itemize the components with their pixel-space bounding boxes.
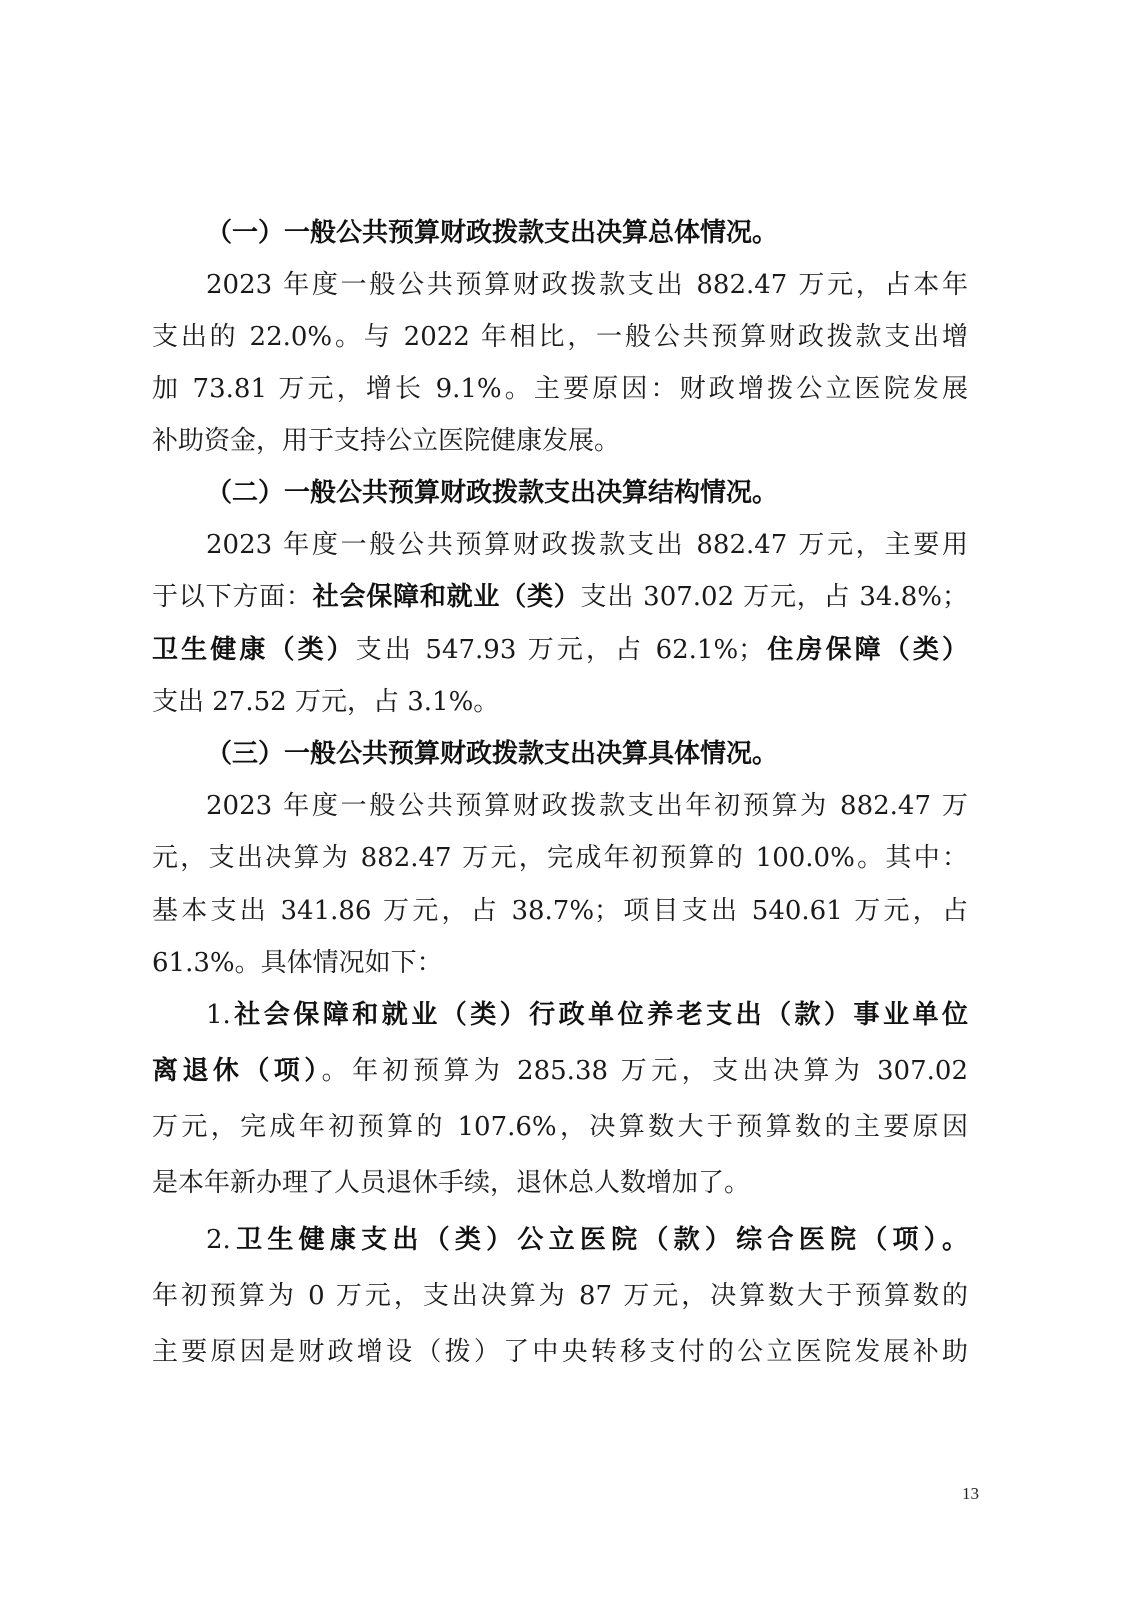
item-title: 离退休（项）	[152, 1056, 322, 1086]
category-social-security: 社会保障和就业（类）	[312, 582, 581, 612]
paragraph-line: 2023 年度一般公共预算财政拨款支出 882.47 万元，占本年	[206, 270, 968, 300]
item-2-title	[206, 1220, 968, 1260]
item-number: 1.	[206, 1000, 231, 1030]
paragraph-line: 年初预算为 0 万元，支出决算为 87 万元，决算数大于预算数的	[152, 1281, 968, 1311]
item-title: 社会保障和就业（类）行政单位养老支出（款）事业单位	[230, 1000, 968, 1030]
text-span: 于以下方面：	[152, 582, 313, 612]
paragraph-line	[152, 630, 968, 670]
item-title: 卫生健康支出（类）公立医院（款）综合医院（项）。	[230, 1225, 968, 1255]
section-heading-3: （三）一般公共预算财政拨款支出决算具体情况。	[206, 739, 779, 769]
paragraph-line: 支出的 22.0%。与 2022 年相比，一般公共预算财政拨款支出增	[152, 322, 968, 352]
paragraph-line	[152, 1051, 968, 1091]
category-health: 卫生健康（类）	[152, 635, 356, 665]
paragraph-line: 61.3%。具体情况如下：	[152, 948, 443, 978]
item-1-title	[206, 995, 968, 1035]
paragraph-line: 2023 年度一般公共预算财政拨款支出年初预算为 882.47 万	[206, 791, 968, 821]
page-number: 13	[962, 1484, 979, 1503]
paragraph-line: 补助资金，用于支持公立医院健康发展。	[152, 426, 621, 456]
item-number: 2.	[206, 1225, 231, 1255]
paragraph-line: 支出 27.52 万元，占 3.1%。	[152, 687, 500, 717]
paragraph-line: 基本支出 341.86 万元，占 38.7%；项目支出 540.61 万元，占	[152, 896, 968, 926]
paragraph-line: 主要原因是财政增设（拨）了中央转移支付的公立医院发展补助	[152, 1337, 968, 1367]
paragraph-line: 加 73.81 万元，增长 9.1%。主要原因：财政增拨公立医院发展	[152, 374, 968, 404]
section-heading-1: （一）一般公共预算财政拨款支出决算总体情况。	[206, 218, 779, 248]
paragraph-line	[152, 577, 968, 617]
category-housing: 住房保障（类）	[764, 635, 968, 665]
section-heading-2: （二）一般公共预算财政拨款支出决算结构情况。	[206, 478, 779, 508]
text-span: 。年初预算为 285.38 万元，支出决算为 307.02	[321, 1056, 968, 1086]
text-span: 支出 547.93 万元，占 62.1%；	[355, 635, 765, 665]
paragraph-line: 2023 年度一般公共预算财政拨款支出 882.47 万元，主要用	[206, 530, 968, 560]
paragraph-line: 元，支出决算为 882.47 万元，完成年初预算的 100.0%。其中：	[152, 843, 968, 873]
paragraph-line: 万元，完成年初预算的 107.6%，决算数大于预算数的主要原因	[152, 1112, 968, 1142]
paragraph-line: 是本年新办理了人员退休手续，退休总人数增加了。	[152, 1168, 751, 1198]
text-span: 支出 307.02 万元，占 34.8%；	[580, 582, 968, 612]
